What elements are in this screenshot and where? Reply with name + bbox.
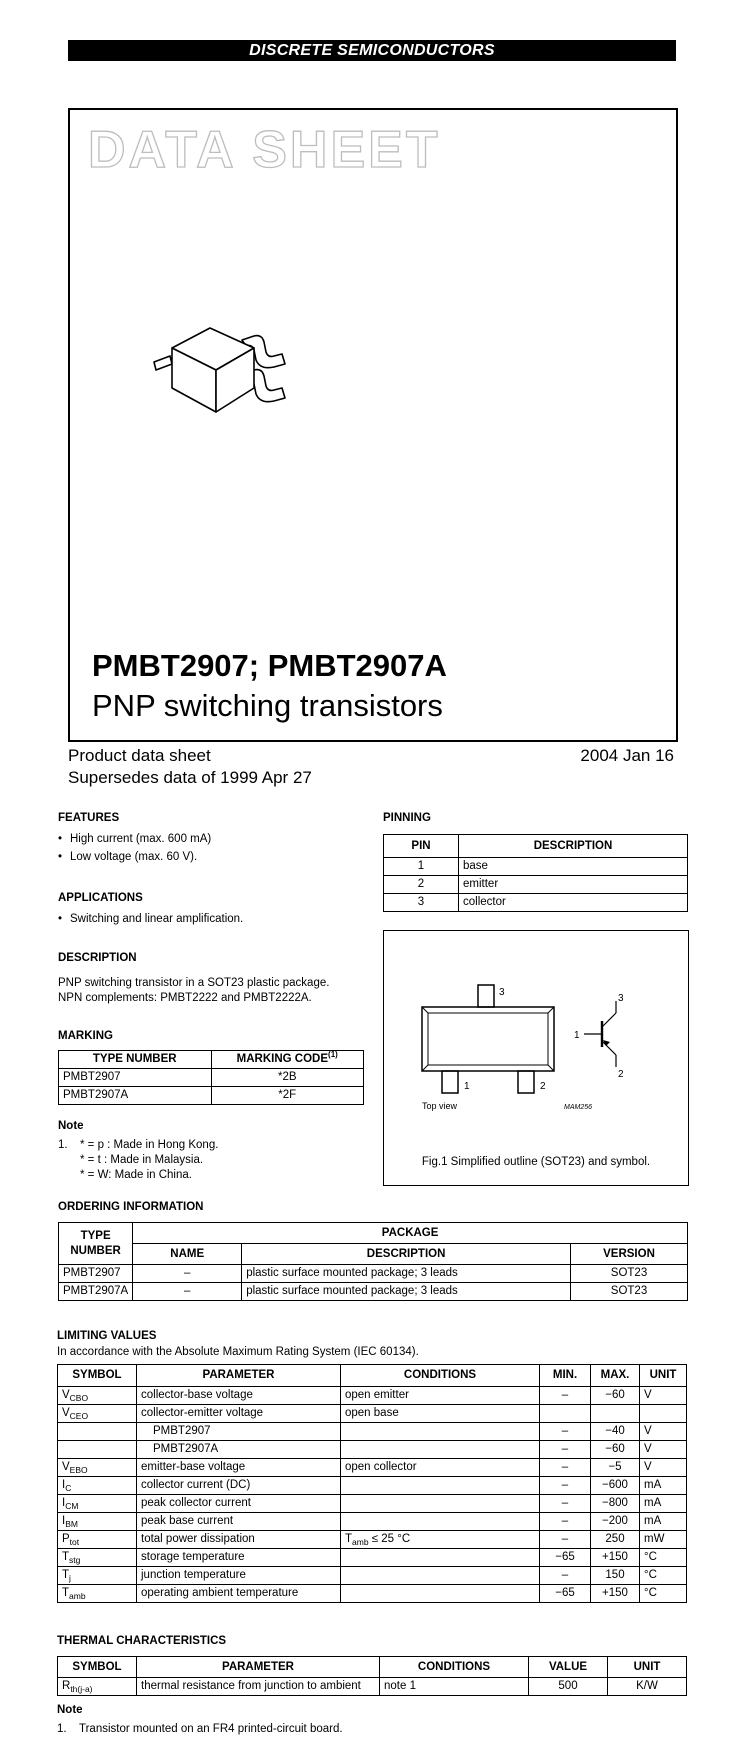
symbol-emitter-label: 2 — [618, 1069, 624, 1080]
section-banner: DISCRETE SEMICONDUCTORS — [68, 40, 676, 61]
data-sheet-watermark: DATA SHEET — [88, 121, 441, 179]
table-row: $V_{EBO}$ emitter-base voltage open collector – −5 V — [58, 1459, 687, 1477]
table-row: $I_C$ collector current (DC) – −600 mA — [58, 1477, 687, 1495]
applications-heading: APPLICATIONS — [58, 892, 143, 904]
col-conditions: CONDITIONS — [380, 1657, 529, 1678]
marking-note-heading: Note — [58, 1120, 84, 1132]
pin2-label: 2 — [540, 1081, 546, 1092]
col-pin: PIN — [384, 835, 459, 858]
table-row: 2 emitter — [384, 876, 688, 894]
table-row: PMBT2907A *2F — [59, 1087, 364, 1105]
table-row: $T_{stg}$ storage temperature −65 +150 °C — [58, 1549, 687, 1567]
doc-type: Product data sheet — [68, 746, 211, 765]
col-symbol: SYMBOL — [58, 1657, 137, 1678]
col-type-number: TYPE NUMBER — [59, 1051, 212, 1069]
pinning-table — [383, 834, 688, 912]
pin3-label: 3 — [499, 987, 505, 998]
applications-list — [58, 910, 243, 928]
list-item: • Switching and linear amplification. — [58, 913, 244, 925]
marking-heading: MARKING — [58, 1030, 113, 1042]
features-list — [58, 830, 211, 866]
figure-box — [383, 930, 689, 1186]
table-row: $V_{CEO}$ collector-emitter voltage open base — [58, 1405, 687, 1423]
part-number: PMBT2907; PMBT2907A — [92, 648, 447, 683]
col-name: NAME — [133, 1244, 242, 1265]
col-parameter: PARAMETER — [137, 1365, 341, 1387]
ordering-table — [58, 1222, 688, 1301]
col-description: DESCRIPTION — [459, 835, 688, 858]
sot23-package-icon — [150, 288, 300, 438]
table-row: $T_{amb}$ operating ambient temperature −65 +150 °C — [58, 1585, 687, 1603]
features-heading: FEATURES — [58, 812, 120, 824]
symbol-base-label: 1 — [574, 1030, 580, 1041]
table-row: $V_{CBO}$ collector-base voltage open emitter – −60 V — [58, 1387, 687, 1405]
col-min: MIN. — [540, 1365, 591, 1387]
col-symbol: SYMBOL — [58, 1365, 137, 1387]
sot23-outline-and-symbol — [384, 931, 688, 1151]
col-unit: UNIT — [608, 1657, 687, 1678]
table-row: $I_{BM}$ peak base current – −200 mA — [58, 1513, 687, 1531]
package-body — [422, 1007, 554, 1071]
limiting-intro: In accordance with the Absolute Maximum Rating System (IEC 60134). — [57, 1346, 419, 1358]
limiting-values-table — [57, 1364, 687, 1603]
package-body-inner — [428, 1013, 548, 1065]
list-item: • Low voltage (max. 60 V). — [58, 851, 198, 863]
product-subtitle: PNP switching transistors — [92, 688, 443, 723]
symbol-collector-label: 3 — [618, 993, 624, 1004]
col-unit: UNIT — [640, 1365, 687, 1387]
col-parameter: PARAMETER — [137, 1657, 380, 1678]
pin3-pad — [478, 985, 494, 1007]
table-row: PMBT2907 – −40 V — [58, 1423, 687, 1441]
cover-box — [68, 108, 678, 742]
marking-note: 1. * = p : Made in Hong Kong. * = t : Made in Malaysia. * = W: Made in China. — [58, 1139, 219, 1181]
col-type-number: TYPE NUMBER — [59, 1223, 133, 1265]
list-item: • High current (max. 600 mA) — [58, 833, 212, 845]
table-row: PMBT2907 *2B — [59, 1069, 364, 1087]
marking-table — [58, 1050, 364, 1105]
table-row: PMBT2907A – −60 V — [58, 1441, 687, 1459]
col-package: PACKAGE — [133, 1223, 688, 1244]
pin1-label: 1 — [464, 1081, 470, 1092]
figure-code: MAM256 — [564, 1104, 593, 1111]
col-marking-code: MARKING CODE$^{(1)}$ — [211, 1051, 364, 1069]
thermal-note-heading: Note — [57, 1704, 83, 1716]
top-view-label: Top view — [422, 1101, 458, 1111]
col-max: MAX. — [591, 1365, 640, 1387]
col-version: VERSION — [571, 1244, 688, 1265]
pin2-pad — [518, 1071, 534, 1093]
figure-caption: Fig.1 Simplified outline (SOT23) and symbol. — [421, 1156, 651, 1168]
table-row: 1 base — [384, 858, 688, 876]
col-conditions: CONDITIONS — [341, 1365, 540, 1387]
table-row: $P_{tot}$ total power dissipation $T_{amb} \le 25$ °C – 250 mW — [58, 1531, 687, 1549]
col-value: VALUE — [529, 1657, 608, 1678]
table-row: $R_{th(j-a)}$ thermal resistance from junction to ambient note 1 500 K/W — [58, 1678, 687, 1696]
table-row: 3 collector — [384, 894, 688, 912]
ordering-heading: ORDERING INFORMATION — [58, 1201, 204, 1213]
doc-date: 2004 Jan 16 — [580, 746, 674, 765]
description-heading: DESCRIPTION — [58, 952, 137, 964]
thermal-note: 1. Transistor mounted on an FR4 printed-circuit board. — [57, 1723, 343, 1735]
table-row: $T_j$ junction temperature – 150 °C — [58, 1567, 687, 1585]
description-text: PNP switching transistor in a SOT23 plastic package. NPN complements: PMBT2222 and PMBT2222A. — [58, 977, 330, 1004]
thermal-heading: THERMAL CHARACTERISTICS — [57, 1635, 227, 1647]
pinning-heading: PINNING — [383, 812, 431, 824]
table-row: $I_{CM}$ peak collector current – −800 mA — [58, 1495, 687, 1513]
supersedes: Supersedes data of 1999 Apr 27 — [68, 768, 312, 787]
col-description: DESCRIPTION — [242, 1244, 571, 1265]
table-row: PMBT2907A – plastic surface mounted package; 3 leads SOT23 — [59, 1283, 688, 1301]
table-row: PMBT2907 – plastic surface mounted package; 3 leads SOT23 — [59, 1265, 688, 1283]
limiting-heading: LIMITING VALUES — [57, 1330, 157, 1342]
thermal-table — [57, 1656, 687, 1696]
pin1-pad — [442, 1071, 458, 1093]
